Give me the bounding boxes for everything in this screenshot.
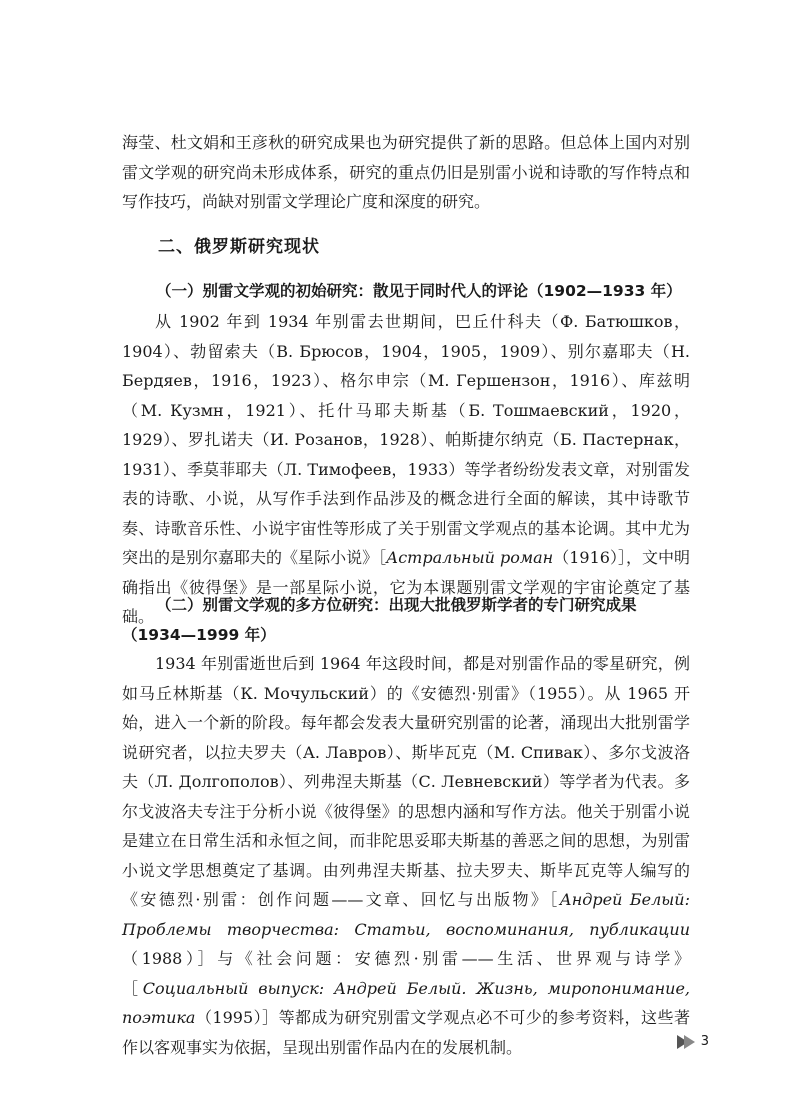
subsection-heading-1: （一）别雷文学观的初始研究：散见于同时代人的评论（1902—1933 年） [156, 282, 682, 300]
page-number: 3 [700, 1034, 709, 1049]
paragraph-domestic-research: 海莹、杜文娟和王彦秋的研究成果也为研究提供了新的思路。但总体上国内对别雷文学观的研究尚未形成体系，研究的重点仍旧是别雷小说和诗歌的写作特点和写作技巧，尚缺对别雷文学理论广度和深度的研究。 [122, 133, 690, 211]
paragraph-text: 1934 年别雷逝世后到 1964 年这段时间，都是对别雷作品的零星研究，例如马丘林斯基（К. Мочульский）的《安德烈·别雷》（1955）。从 1965 开始，进入一个新的阶段。每年都会发表大量研究别雷的论著，涌现出大批别雷学说研究者，以拉夫罗夫（А. Лавров）、斯毕瓦克（М. Спивак）、多尔戈波洛夫（Л. Долгополов）、列弗涅夫斯基（С. Левневский）等学者为代表。多尔戈波洛夫专注于分析小说《彼得堡》的思想内涵和写作方法。他关于别雷小说是建立在日常生活和永恒之间，而非陀思妥耶夫斯基的善恶之间的思想，为别雷小说文学思想奠定了基调。由列弗涅夫斯基、拉夫罗夫、斯毕瓦克等人编写的《安德烈·别雷：创作问题——文章、回忆与出版物》［ [122, 654, 690, 909]
paragraph-text: （1916）］，文中明确指出《彼得堡》是一部星际小说，它为本课题别雷文学观的宇宙论奠定了基础。 [122, 548, 690, 626]
triangle-marker-icon [684, 1035, 695, 1049]
russian-title: Астральный роман [386, 548, 554, 567]
russian-title: Андрей Белый: Проблемы творчества: Статьи, воспоминания, публикации [122, 890, 690, 939]
paragraph-early-research [122, 307, 690, 632]
paragraph-text: （1995）］等都成为研究别雷文学观点必不可少的参考资料，这些著作以客观事实为依据，呈现出别雷作品内在的发展机制。 [122, 1008, 690, 1057]
subsection-heading-2: （二）别雷文学观的多方位研究：出现大批俄罗斯学者的专门研究成果（1934—1999 年） [122, 596, 637, 644]
paragraph-text: （1988）］与《社会问题：安德烈·别雷——生活、世界观与诗学》［ [122, 949, 690, 998]
section-heading: 二、俄罗斯研究现状 [158, 237, 320, 257]
page-footer [677, 1034, 709, 1049]
paragraph-multifaceted-research [122, 649, 690, 1062]
russian-title: Социальный выпуск: Андрей Белый. Жизнь, миропонимание, поэтика [122, 978, 690, 1027]
paragraph-text: 从 1902 年到 1934 年别雷去世期间，巴丘什科夫（Ф. Батюшков，1904）、勃留索夫（В. Брюсов，1904，1905，1909）、别尔嘉耶夫（Н. Бердяев，1916，1923）、格尔申宗（М. Гершензон，1916）、库兹明（М. Кузмн，1921）、托什马耶夫斯基（Б. Тошмаевский，1920，1929）、罗扎诺夫（И. Розанов，1928）、帕斯捷尔纳克（Б. Пастернак，1931）、季莫菲耶夫（Л. Тимофеев，1933）等学者纷纷发表文章，对别雷发表的诗歌、小说，从写作手法到作品涉及的概念进行全面的解读，其中诗歌节奏、诗歌音乐性、小说宇宙性等形成了关于别雷文学观点的基本论调。其中尤为突出的是别尔嘉耶夫的《星际小说》［ [122, 312, 690, 567]
